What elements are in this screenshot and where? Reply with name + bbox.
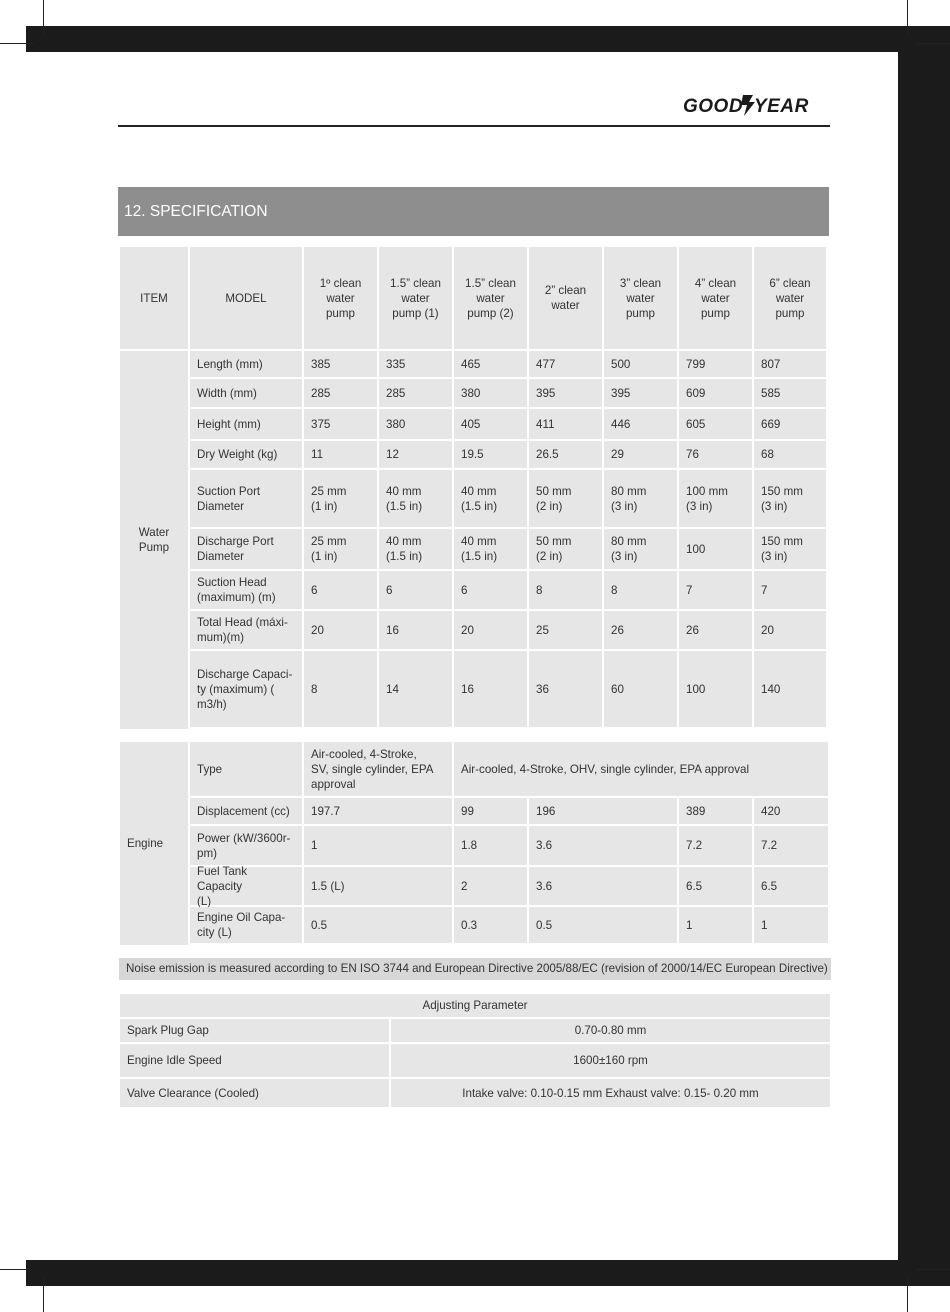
- spec-cell: 8: [604, 571, 677, 609]
- header-model-3: 1.5” clean water pump (2): [454, 247, 527, 349]
- crop-mark: [907, 0, 908, 34]
- spec-cell: 585: [754, 379, 826, 407]
- header-model-6: 4” clean water pump: [679, 247, 752, 349]
- spec-row-label: Suction Head (maximum) (m): [190, 571, 302, 609]
- spec-cell: 150 mm (3 in): [754, 470, 826, 527]
- spec-cell: 76: [679, 441, 752, 468]
- header-model-7: 6” clean water pump: [754, 247, 826, 349]
- engine-cell: 0.5: [304, 907, 452, 943]
- engine-type-ohv: Air-cooled, 4-Stroke, OHV, single cylinder, EPA approval: [454, 742, 828, 796]
- engine-cell: 0.3: [454, 907, 527, 943]
- engine-cell: 7.2: [679, 826, 752, 865]
- spec-cell: 380: [379, 409, 452, 439]
- spec-cell: 25 mm (1 in): [304, 470, 377, 527]
- spec-cell: 20: [304, 611, 377, 649]
- spec-cell: 20: [754, 611, 826, 649]
- spec-cell: 380: [454, 379, 527, 407]
- spec-cell: 16: [454, 651, 527, 727]
- header-model: MODEL: [190, 247, 302, 349]
- noise-note: Noise emission is measured according to EN ISO 3744 and European Directive 2005/88/EC (revision of 2000/14/EC European Directive): [119, 958, 831, 980]
- crop-mark: [916, 43, 950, 44]
- engine-cell: 6.5: [754, 867, 828, 905]
- spec-row-label: Length (mm): [190, 351, 302, 377]
- spec-cell: 605: [679, 409, 752, 439]
- crop-mark: [916, 1269, 950, 1270]
- spec-cell: 14: [379, 651, 452, 727]
- spec-cell: 19.5: [454, 441, 527, 468]
- adjusting-row-value: 1600±160 rpm: [391, 1044, 830, 1077]
- spec-cell: 385: [304, 351, 377, 377]
- engine-cell: 2: [454, 867, 527, 905]
- spec-row-label: Dry Weight (kg): [190, 441, 302, 468]
- engine-row-label: Displacement (cc): [190, 798, 302, 824]
- goodyear-logo: [683, 92, 825, 118]
- adjusting-row-label: Valve Clearance (Cooled): [120, 1079, 389, 1107]
- engine-cell: 196: [529, 798, 677, 824]
- spec-cell: 50 mm (2 in): [529, 470, 602, 527]
- spec-row-label: Suction Port Diameter: [190, 470, 302, 527]
- spec-cell: 26.5: [529, 441, 602, 468]
- engine-cell: 3.6: [529, 867, 677, 905]
- spec-cell: 7: [754, 571, 826, 609]
- crop-mark: [0, 43, 34, 44]
- header-rule: [118, 125, 830, 127]
- engine-cell: 1: [754, 907, 828, 943]
- spec-cell: 25: [529, 611, 602, 649]
- spec-cell: 609: [679, 379, 752, 407]
- spec-cell: 60: [604, 651, 677, 727]
- adjusting-row-label: Spark Plug Gap: [120, 1019, 389, 1042]
- spec-cell: 16: [379, 611, 452, 649]
- spec-cell: 100: [679, 529, 752, 569]
- spec-cell: 40 mm (1.5 in): [454, 529, 527, 569]
- spec-cell: 500: [604, 351, 677, 377]
- spec-cell: 100: [679, 651, 752, 727]
- spec-cell: 80 mm (3 in): [604, 470, 677, 527]
- spec-cell: 799: [679, 351, 752, 377]
- section-title: 12. SPECIFICATION: [118, 187, 829, 236]
- engine-row-label: Power (kW/3600r- pm): [190, 826, 302, 865]
- spec-cell: 405: [454, 409, 527, 439]
- spec-cell: 68: [754, 441, 826, 468]
- spec-cell: 6: [304, 571, 377, 609]
- spec-cell: 375: [304, 409, 377, 439]
- crop-mark: [43, 1278, 44, 1312]
- spec-cell: 150 mm (3 in): [754, 529, 826, 569]
- bottom-border: [26, 1260, 950, 1286]
- adjusting-title: Adjusting Parameter: [120, 994, 830, 1017]
- svg-text:GOOD: GOOD: [683, 96, 744, 117]
- spec-cell: 477: [529, 351, 602, 377]
- spec-cell: 6: [454, 571, 527, 609]
- header-model-4: 2” clean water: [529, 247, 602, 349]
- spec-row-label: Total Head (máxi- mum)(m): [190, 611, 302, 649]
- spec-cell: 80 mm (3 in): [604, 529, 677, 569]
- engine-cell: 420: [754, 798, 828, 824]
- engine-type-label: Type: [190, 742, 302, 796]
- spec-row-label: Height (mm): [190, 409, 302, 439]
- engine-cell: 99: [454, 798, 527, 824]
- spec-cell: 807: [754, 351, 826, 377]
- engine-cell: 7.2: [754, 826, 828, 865]
- crop-mark: [907, 1278, 908, 1312]
- engine-cell: 0.5: [529, 907, 677, 943]
- adjusting-row-value: Intake valve: 0.10-0.15 mm Exhaust valve: 0.15- 0.20 mm: [391, 1079, 830, 1107]
- spec-row-label: Width (mm): [190, 379, 302, 407]
- adjusting-row-value: 0.70-0.80 mm: [391, 1019, 830, 1042]
- header-model-5: 3” clean water pump: [604, 247, 677, 349]
- water-pump-group-label: Water Pump: [120, 351, 188, 729]
- adjusting-row-label: Engine Idle Speed: [120, 1044, 389, 1077]
- crop-mark: [43, 0, 44, 34]
- spec-cell: 40 mm (1.5 in): [379, 529, 452, 569]
- spec-cell: 446: [604, 409, 677, 439]
- engine-cell: 1.8: [454, 826, 527, 865]
- header-model-2: 1.5” clean water pump (1): [379, 247, 452, 349]
- spec-cell: 395: [604, 379, 677, 407]
- spec-cell: 7: [679, 571, 752, 609]
- engine-cell: 6.5: [679, 867, 752, 905]
- spec-cell: 411: [529, 409, 602, 439]
- spec-cell: 26: [604, 611, 677, 649]
- crop-mark: [0, 1269, 34, 1270]
- spec-cell: 8: [304, 651, 377, 727]
- spec-row-label: Discharge Port Diameter: [190, 529, 302, 569]
- engine-row-label: Fuel Tank Capacity (L): [190, 867, 302, 905]
- right-border: [898, 26, 950, 1286]
- header-item: ITEM: [120, 247, 188, 349]
- spec-cell: 285: [379, 379, 452, 407]
- engine-type-sv: Air-cooled, 4-Stroke, SV, single cylinder, EPA approval: [304, 742, 452, 796]
- spec-cell: 20: [454, 611, 527, 649]
- header-model-1: 1º clean water pump: [304, 247, 377, 349]
- spec-cell: 11: [304, 441, 377, 468]
- spec-row-label: Discharge Capaci- ty (maximum) ( m3/h): [190, 651, 302, 727]
- engine-cell: 389: [679, 798, 752, 824]
- spec-cell: 26: [679, 611, 752, 649]
- spec-cell: 465: [454, 351, 527, 377]
- engine-cell: 1.5 (L): [304, 867, 452, 905]
- spec-cell: 12: [379, 441, 452, 468]
- spec-cell: 50 mm (2 in): [529, 529, 602, 569]
- spec-cell: 25 mm (1 in): [304, 529, 377, 569]
- svg-text:YEAR: YEAR: [754, 96, 809, 117]
- spec-cell: 40 mm (1.5 in): [454, 470, 527, 527]
- spec-cell: 335: [379, 351, 452, 377]
- spec-cell: 8: [529, 571, 602, 609]
- engine-cell: 1: [679, 907, 752, 943]
- spec-cell: 36: [529, 651, 602, 727]
- spec-cell: 40 mm (1.5 in): [379, 470, 452, 527]
- engine-cell: 197.7: [304, 798, 452, 824]
- top-border: [26, 26, 950, 52]
- spec-cell: 669: [754, 409, 826, 439]
- spec-cell: 6: [379, 571, 452, 609]
- spec-cell: 395: [529, 379, 602, 407]
- spec-cell: 100 mm (3 in): [679, 470, 752, 527]
- spec-cell: 29: [604, 441, 677, 468]
- engine-group-label: Engine: [120, 742, 188, 945]
- engine-cell: 1: [304, 826, 452, 865]
- spec-cell: 285: [304, 379, 377, 407]
- engine-row-label: Engine Oil Capa- city (L): [190, 907, 302, 943]
- spec-cell: 140: [754, 651, 826, 727]
- engine-cell: 3.6: [529, 826, 677, 865]
